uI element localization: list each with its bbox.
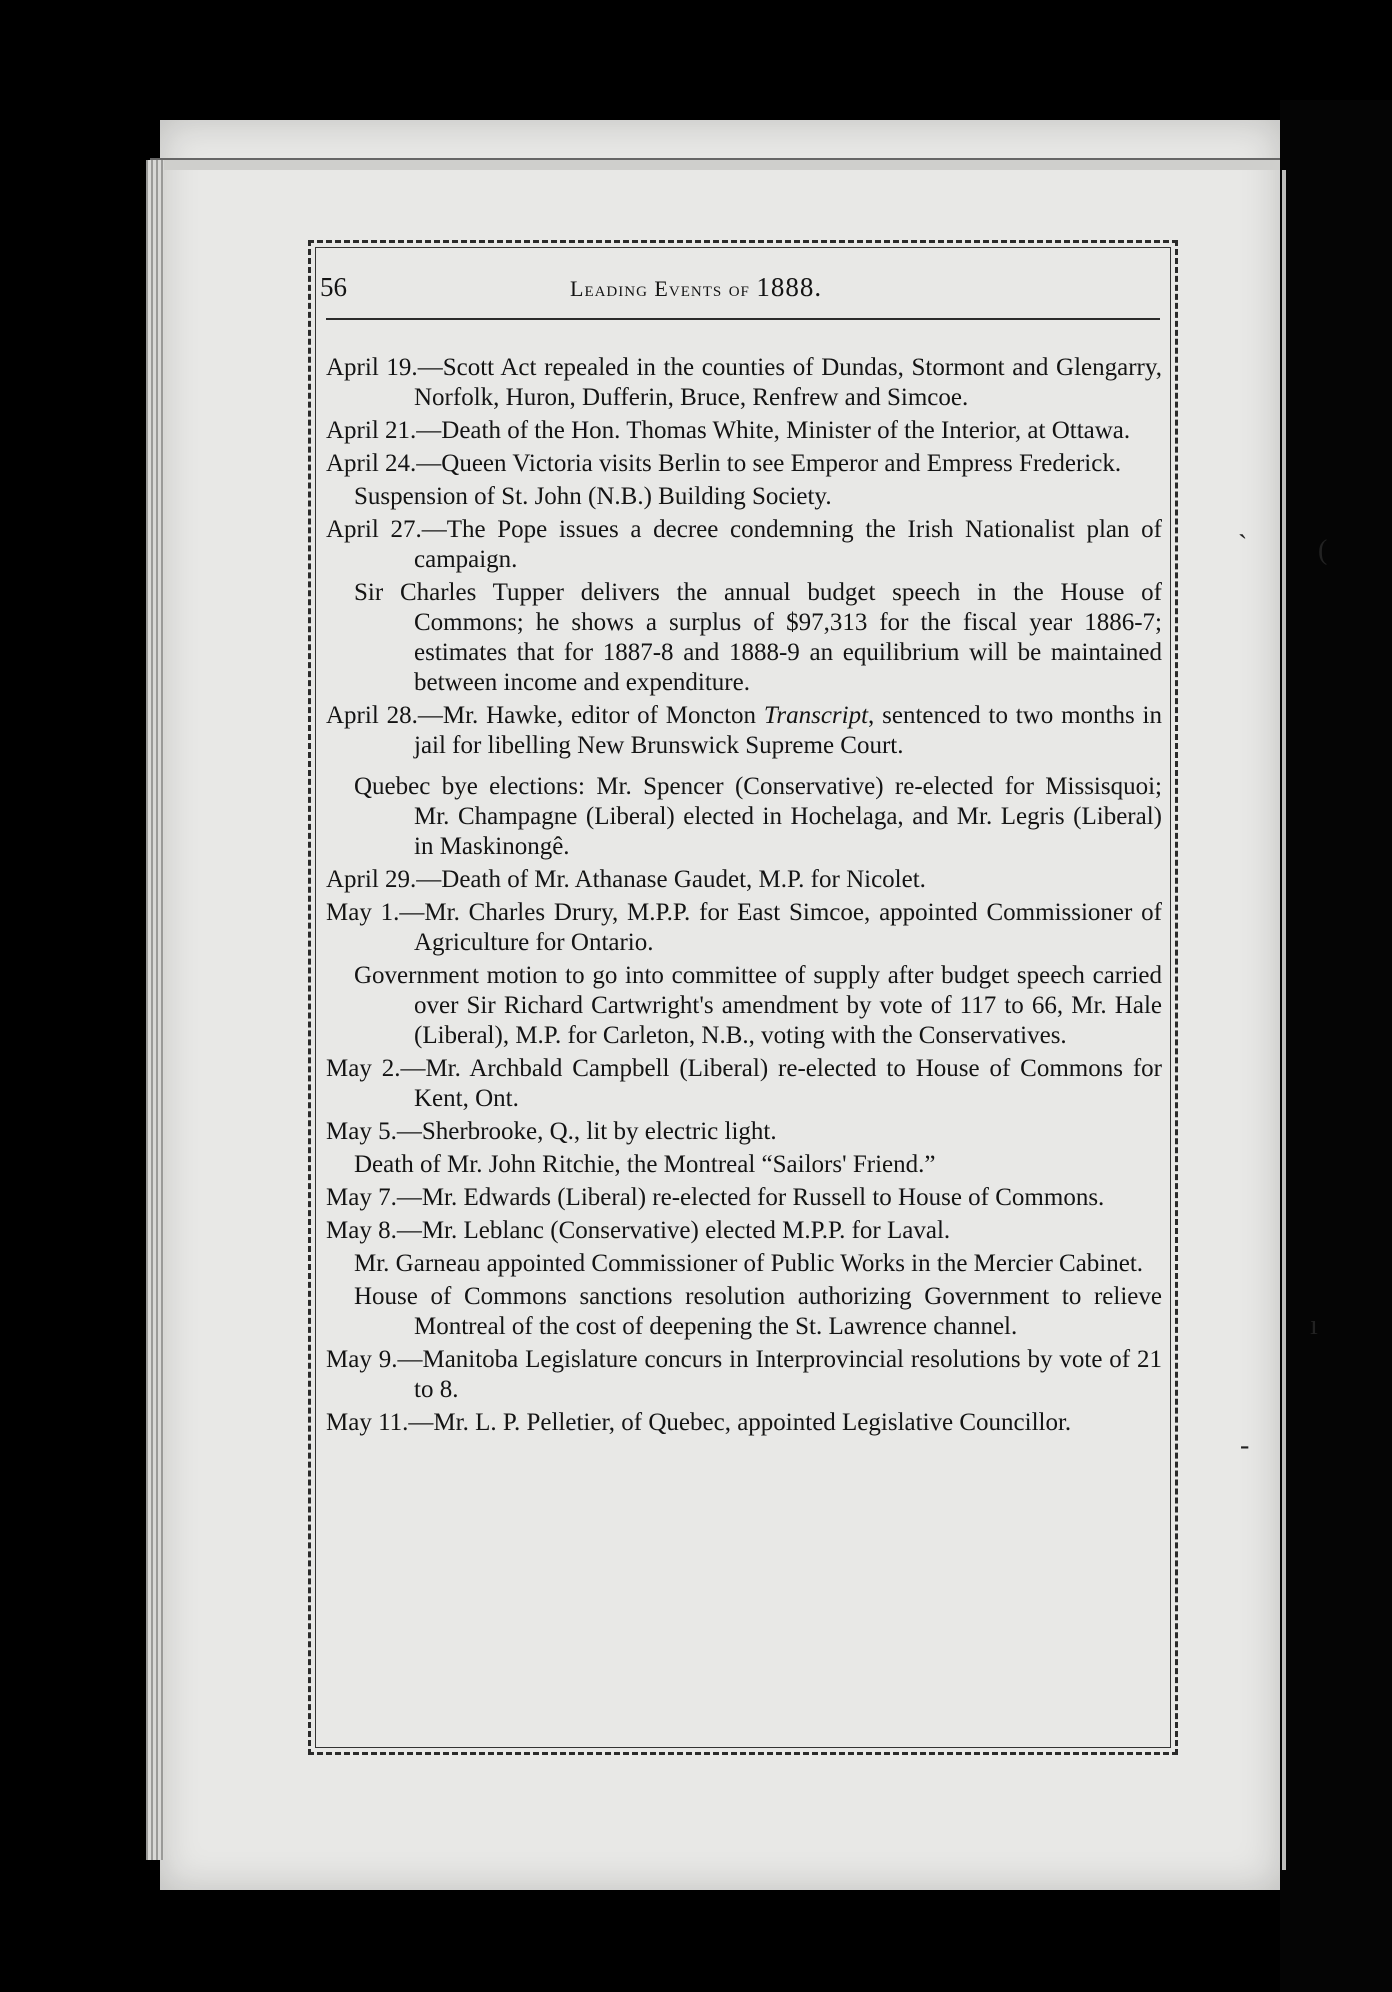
page-spine-edge (1282, 170, 1286, 1870)
event-sub-entry: Quebec bye elections: Mr. Spencer (Conservative) re-elected for Missisquoi; Mr. Champagne (Liberal) elected in Hochelaga, and Mr. Legris (Liberal) in Maskinongê. (354, 773, 1162, 860)
event-entry (326, 1345, 1162, 1405)
event-date: April 27. (326, 516, 422, 543)
event-date: May 9. (326, 1346, 398, 1373)
margin-ink-mark: - (1240, 1430, 1250, 1461)
event-text: —Mr. Leblanc (Conservative) elected M.P.P. for Laval. (396, 1217, 951, 1244)
event-sub-entry: House of Commons sanctions resolution authorizing Government to relieve Montreal of the cost of deepening the St. Lawrence channel. (354, 1283, 1162, 1340)
page-stack-edge (146, 160, 164, 1860)
dark-background (1280, 100, 1392, 1992)
event-text: —Death of Mr. Athanase Gaudet, M.P. for Nicolet. (416, 866, 926, 893)
event-date: May 8. (326, 1217, 397, 1244)
event-text-after: , sentenced to two months in jail for libelling New Brunswick Supreme Court. (414, 702, 1162, 759)
event-text: —Mr. Edwards (Liberal) re-elected for Russell to House of Commons. (396, 1184, 1105, 1211)
margin-ink-mark: ˋ (1238, 530, 1248, 561)
event-entry (326, 1183, 1162, 1213)
event-date: April 24. (326, 450, 417, 477)
event-text-before: —Mr. Hawke, editor of Moncton (417, 702, 764, 729)
event-entry (326, 353, 1162, 413)
running-head-year: 1888. (756, 272, 823, 302)
header-rule (326, 318, 1160, 320)
event-sub-entry: Sir Charles Tupper delivers the annual budget speech in the House of Commons; he shows a surplus of $97,313 for the fiscal year 1886-7; estimates that for 1887-8 and 1888-9 an equilibrium will be maintained between income and expenditure. (354, 579, 1162, 696)
newspaper-title: Transcript (763, 702, 869, 729)
event-text: —The Pope issues a decree condemning the Irish Nationalist plan of campaign. (414, 516, 1162, 573)
page-header (320, 272, 1160, 312)
event-date: April 29. (326, 866, 417, 893)
event-text: —Mr. Archbald Campbell (Liberal) re-elected to House of Commons for Kent, Ont. (400, 1055, 1163, 1112)
event-date: May 2. (326, 1055, 401, 1082)
page-number: 56 (320, 272, 347, 302)
event-entry (326, 1408, 1162, 1438)
events-list (326, 353, 1162, 1441)
event-date: May 11. (326, 1409, 409, 1436)
event-sub-entry: Mr. Garneau appointed Commissioner of Public Works in the Mercier Cabinet. (354, 1250, 1144, 1277)
event-text: —Sherbrooke, Q., lit by electric light. (396, 1118, 777, 1145)
event-text: —Queen Victoria visits Berlin to see Emperor and Empress Frederick. (416, 450, 1122, 477)
event-entry (326, 1216, 1162, 1246)
margin-ink-mark: ı (1310, 1310, 1318, 1341)
event-text: —Scott Act repealed in the counties of Dundas, Stormont and Glengarry, Norfolk, Huron, Dufferin, Bruce, Renfrew and Simcoe. (414, 354, 1162, 411)
event-text: —Manitoba Legislature concurs in Interprovincial resolutions by vote of 21 to 8. (397, 1346, 1163, 1403)
event-date: April 19. (326, 354, 418, 381)
running-head-title: Leading Events of (570, 276, 750, 301)
event-sub-entry: Government motion to go into committee of supply after budget speech carried over Sir Richard Cartwright's amendment by vote of 117 to 66, Mr. Hale (Liberal), M.P. for Carleton, N.B., voting with the Conservatives. (354, 962, 1162, 1049)
event-entry (326, 449, 1162, 479)
spacer (326, 764, 1162, 772)
event-sub-entry: Suspension of St. John (N.B.) Building Society. (354, 483, 832, 510)
event-entry (326, 865, 1162, 895)
running-head (570, 272, 822, 303)
event-text: —Mr. L. P. Pelletier, of Quebec, appointed Legislative Councillor. (408, 1409, 1072, 1436)
event-entry (326, 898, 1162, 958)
event-date: April 21. (326, 417, 417, 444)
event-entry (326, 1117, 1162, 1147)
margin-ink-mark: ( (1318, 535, 1328, 566)
event-date: May 5. (326, 1118, 397, 1145)
event-entry (326, 701, 1162, 761)
event-text: —Death of the Hon. Thomas White, Minister of the Interior, at Ottawa. (416, 417, 1131, 444)
event-text: —Mr. Charles Drury, M.P.P. for East Simcoe, appointed Commissioner of Agriculture for Ontario. (399, 899, 1163, 956)
event-date: May 1. (326, 899, 400, 926)
page-edge-top (150, 158, 1280, 170)
event-sub-entry: Death of Mr. John Ritchie, the Montreal “Sailors' Friend.” (354, 1151, 936, 1178)
event-date: April 28. (326, 702, 418, 729)
event-entry (326, 416, 1162, 446)
event-date: May 7. (326, 1184, 397, 1211)
event-entry (326, 515, 1162, 575)
event-entry (326, 1054, 1162, 1114)
